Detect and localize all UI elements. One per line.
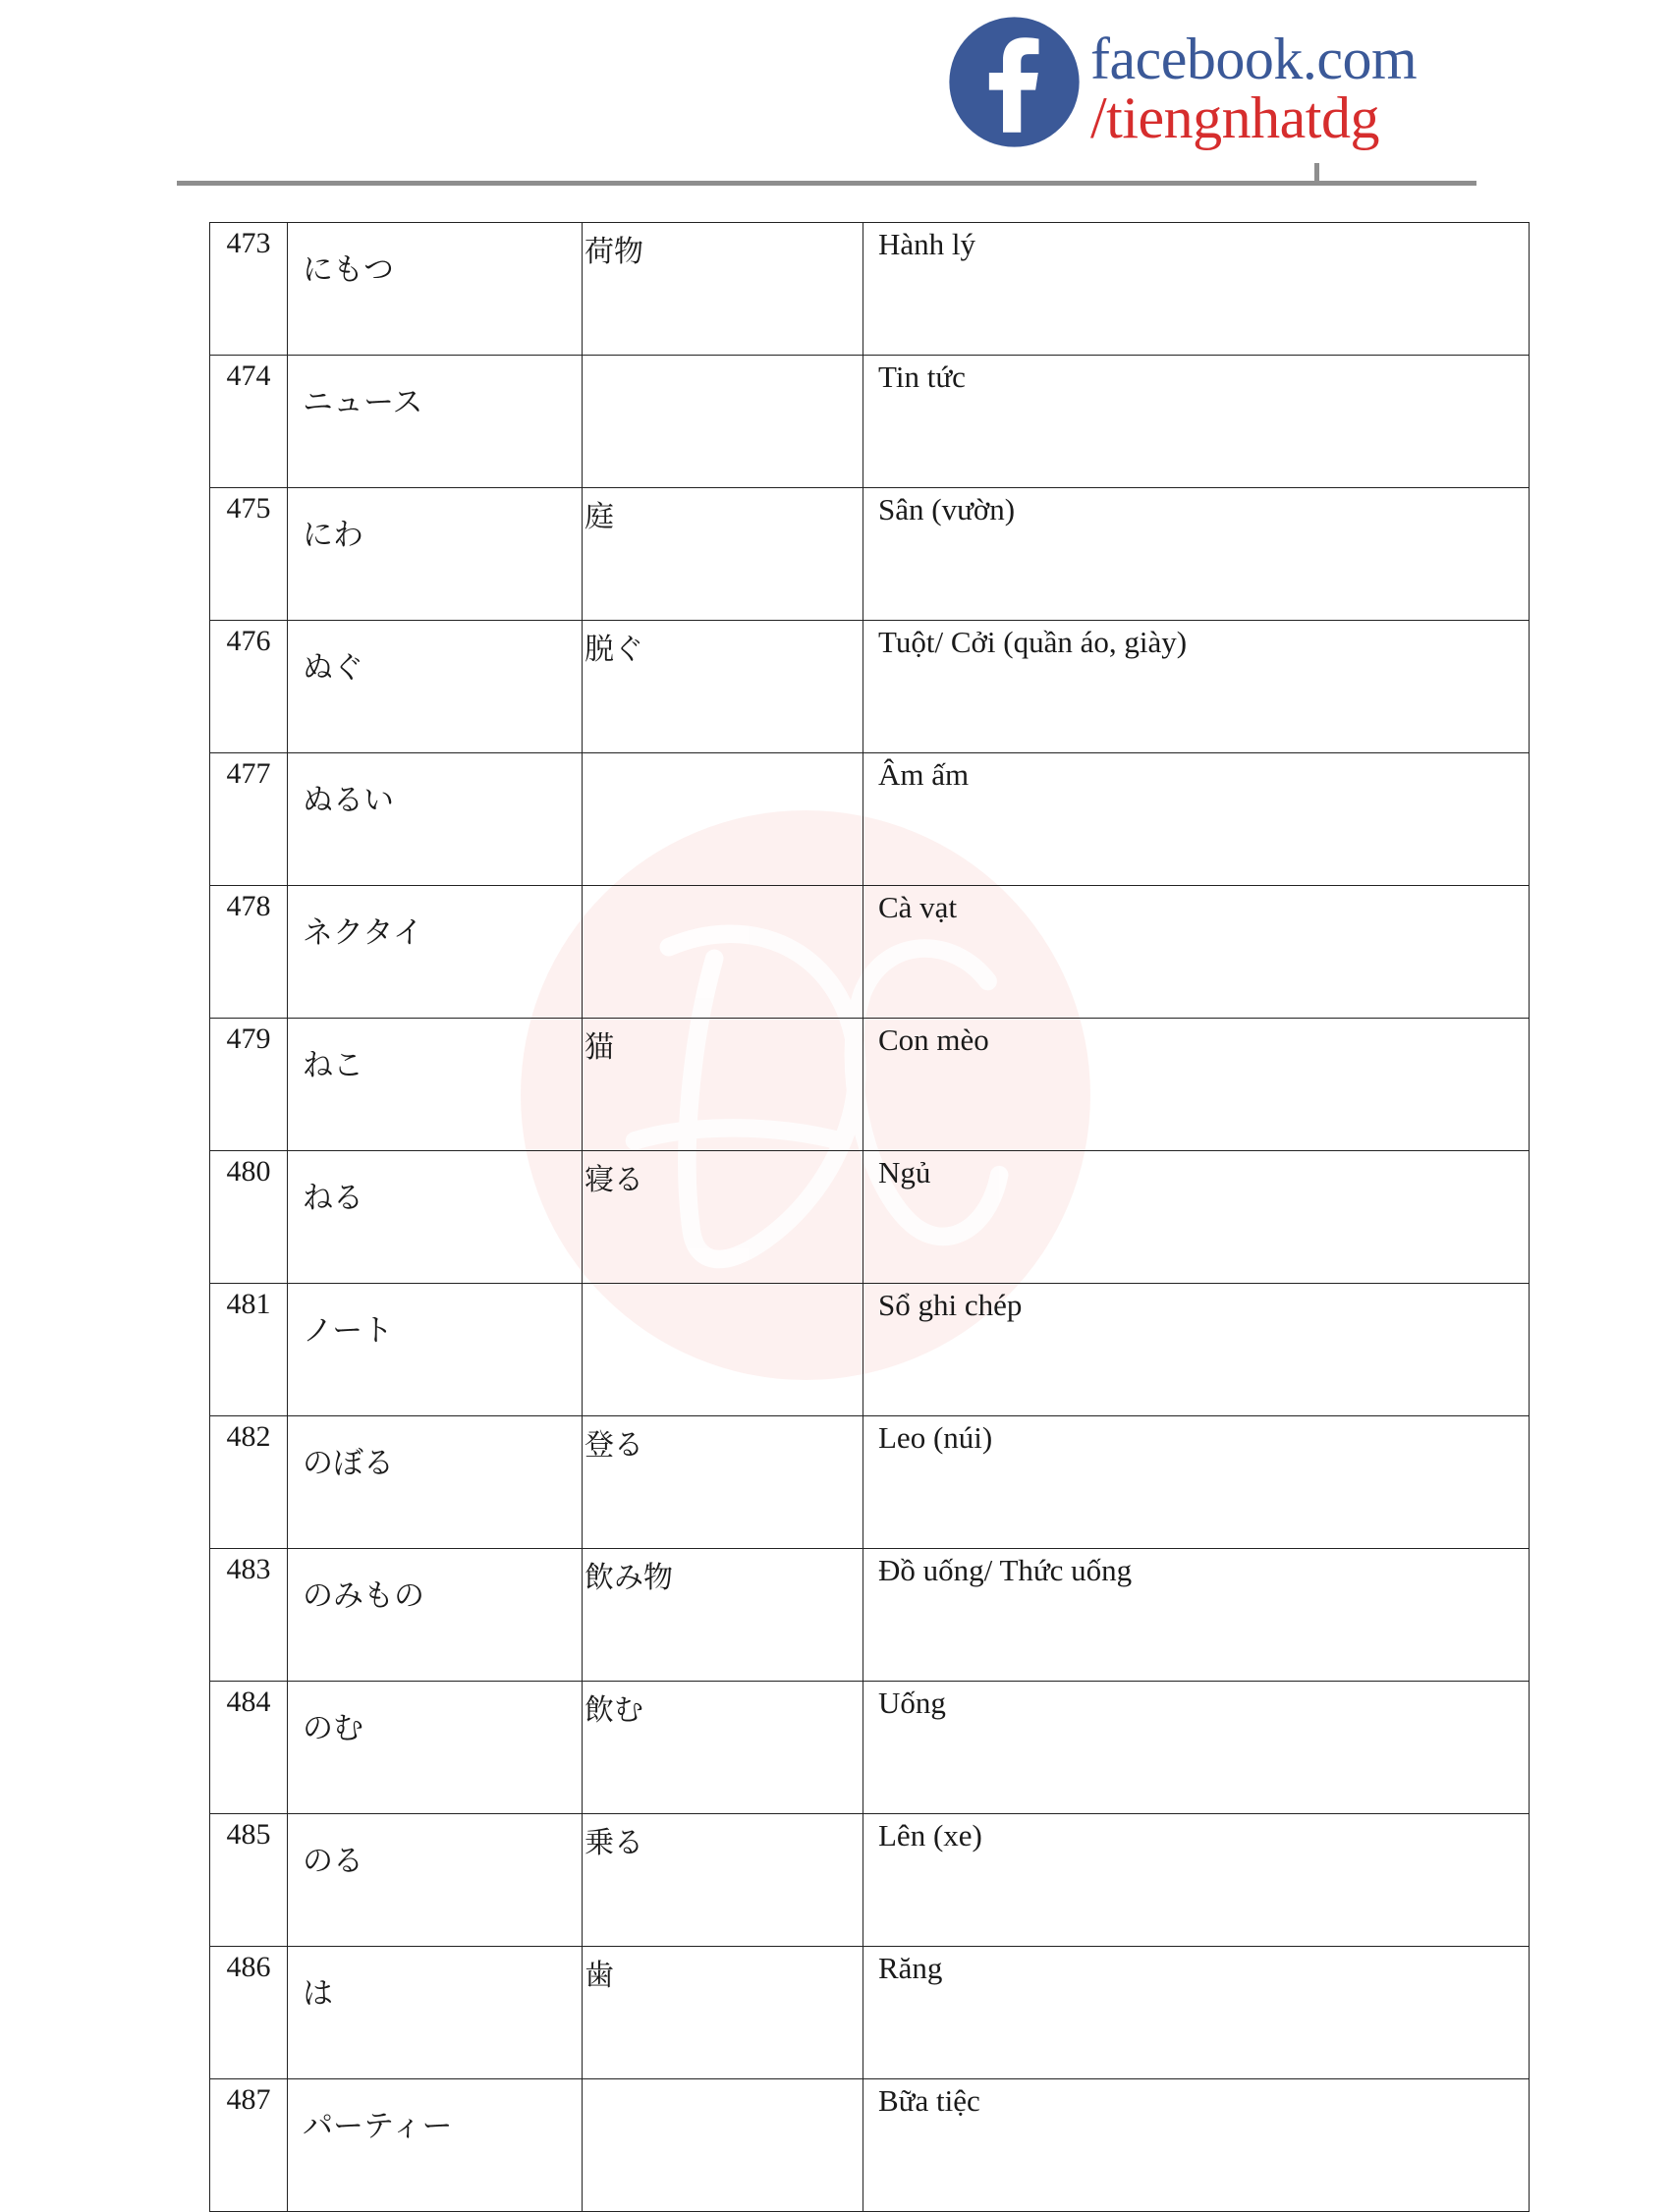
table-row <box>210 356 1530 488</box>
entry-meaning: Tuột/ Cởi (quần áo, giày) <box>863 621 1530 753</box>
entry-meaning: Đồ uống/ Thức uống <box>863 1549 1530 1682</box>
table-row <box>210 1814 1530 1947</box>
entry-kana: ぬるい <box>288 753 583 886</box>
entry-kanji: 猫 <box>583 1019 863 1151</box>
entry-meaning: Cà vạt <box>863 886 1530 1019</box>
entry-number: 479 <box>210 1019 288 1151</box>
entry-kana: ぬぐ <box>288 621 583 753</box>
entry-number: 473 <box>210 223 288 356</box>
entry-meaning: Răng <box>863 1947 1530 2079</box>
entry-meaning: Uống <box>863 1682 1530 1814</box>
entry-meaning: Con mèo <box>863 1019 1530 1151</box>
entry-number: 483 <box>210 1549 288 1682</box>
entry-kana: ネクタイ <box>288 886 583 1019</box>
entry-meaning: Sân (vườn) <box>863 488 1530 621</box>
entry-kanji <box>583 886 863 1019</box>
entry-kanji <box>583 753 863 886</box>
entry-kanji: 飲む <box>583 1682 863 1814</box>
entry-kanji: 寝る <box>583 1151 863 1284</box>
table-row <box>210 2079 1530 2212</box>
entry-kana: パーティー <box>288 2079 583 2212</box>
table-row <box>210 753 1530 886</box>
entry-kanji: 歯 <box>583 1947 863 2079</box>
header-rule <box>177 181 1476 186</box>
table-row <box>210 488 1530 621</box>
entry-kana: にもつ <box>288 223 583 356</box>
entry-kanji <box>583 1284 863 1416</box>
table-row <box>210 621 1530 753</box>
entry-kana: のる <box>288 1814 583 1947</box>
table-row <box>210 1549 1530 1682</box>
vocabulary-table <box>209 222 1530 2212</box>
entry-meaning: Bữa tiệc <box>863 2079 1530 2212</box>
entry-kanji <box>583 2079 863 2212</box>
entry-kanji <box>583 356 863 488</box>
entry-kana: ニュース <box>288 356 583 488</box>
entry-number: 474 <box>210 356 288 488</box>
entry-number: 481 <box>210 1284 288 1416</box>
table-row <box>210 1151 1530 1284</box>
entry-kana: にわ <box>288 488 583 621</box>
entry-number: 482 <box>210 1416 288 1549</box>
entry-kanji: 脱ぐ <box>583 621 863 753</box>
header-rule-tick <box>1314 163 1319 183</box>
entry-number: 477 <box>210 753 288 886</box>
table-row <box>210 1947 1530 2079</box>
vocabulary-table-body <box>210 223 1530 2212</box>
entry-number: 480 <box>210 1151 288 1284</box>
entry-kana: のぼる <box>288 1416 583 1549</box>
entry-meaning: Sổ ghi chép <box>863 1284 1530 1416</box>
table-row <box>210 1284 1530 1416</box>
entry-number: 475 <box>210 488 288 621</box>
entry-meaning: Hành lý <box>863 223 1530 356</box>
entry-kana: は <box>288 1947 583 2079</box>
table-row <box>210 1416 1530 1549</box>
entry-kanji: 荷物 <box>583 223 863 356</box>
entry-number: 484 <box>210 1682 288 1814</box>
entry-meaning: Âm ấm <box>863 753 1530 886</box>
entry-meaning: Tin tức <box>863 356 1530 488</box>
entry-kana: ねる <box>288 1151 583 1284</box>
entry-kana: のみもの <box>288 1549 583 1682</box>
table-row <box>210 223 1530 356</box>
brand-path: /tiengnhatdg <box>1090 85 1379 150</box>
header-brand[interactable] <box>1090 27 1418 150</box>
entry-meaning: Lên (xe) <box>863 1814 1530 1947</box>
entry-kanji: 飲み物 <box>583 1549 863 1682</box>
entry-kanji: 乗る <box>583 1814 863 1947</box>
entry-number: 485 <box>210 1814 288 1947</box>
entry-kanji: 登る <box>583 1416 863 1549</box>
table-row <box>210 1682 1530 1814</box>
entry-number: 486 <box>210 1947 288 2079</box>
facebook-logo-icon <box>948 16 1081 148</box>
entry-kanji: 庭 <box>583 488 863 621</box>
entry-number: 478 <box>210 886 288 1019</box>
entry-meaning: Leo (núi) <box>863 1416 1530 1549</box>
brand-domain: facebook.com <box>1090 27 1418 91</box>
entry-number: 476 <box>210 621 288 753</box>
table-row <box>210 886 1530 1019</box>
table-row <box>210 1019 1530 1151</box>
entry-number: 487 <box>210 2079 288 2212</box>
entry-kana: のむ <box>288 1682 583 1814</box>
entry-kana: ノート <box>288 1284 583 1416</box>
entry-meaning: Ngủ <box>863 1151 1530 1284</box>
entry-kana: ねこ <box>288 1019 583 1151</box>
